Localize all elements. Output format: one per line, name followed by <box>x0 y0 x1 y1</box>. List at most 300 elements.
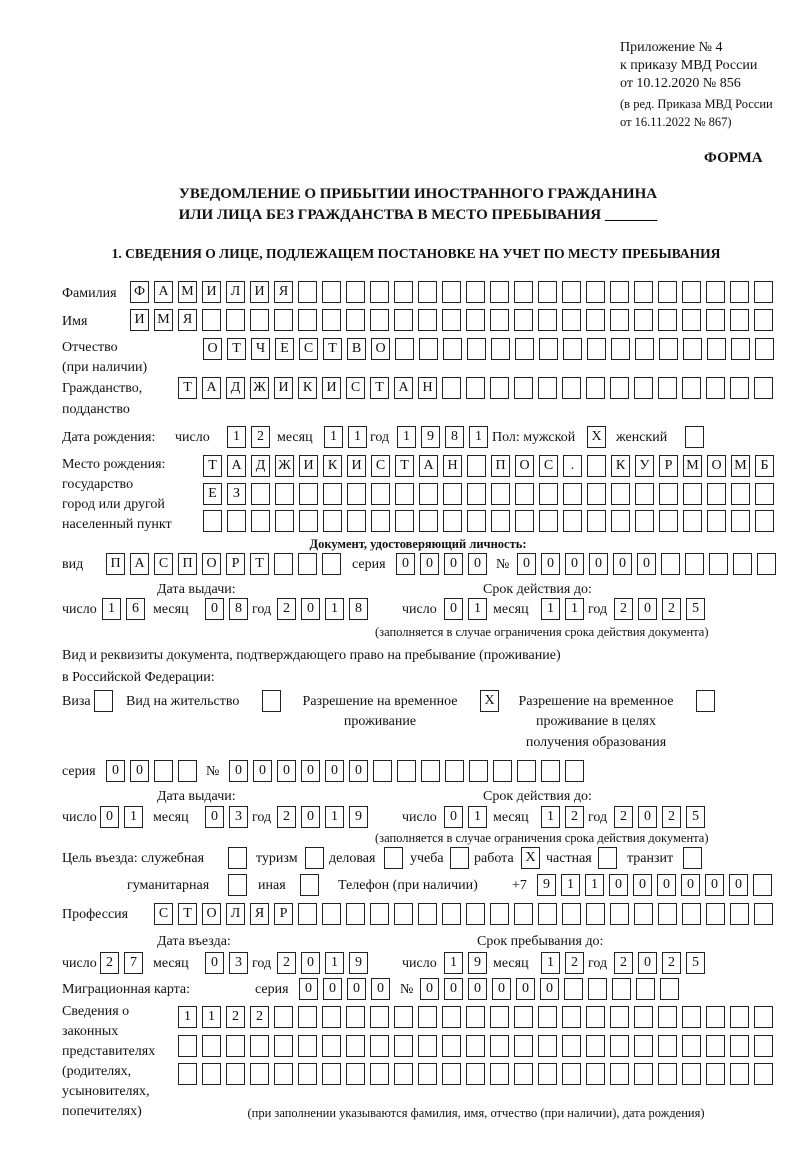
input-cell[interactable]: Л <box>226 903 245 925</box>
input-cell[interactable] <box>419 338 438 360</box>
input-cell[interactable] <box>541 760 560 782</box>
input-cell[interactable]: 0 <box>205 952 224 974</box>
purpose-official-checkbox[interactable] <box>228 847 247 869</box>
input-cell[interactable]: 2 <box>251 426 270 448</box>
input-cell[interactable] <box>659 338 678 360</box>
input-cell[interactable] <box>298 1063 317 1085</box>
profession-field[interactable] <box>154 903 773 925</box>
input-cell[interactable] <box>490 377 509 399</box>
input-cell[interactable] <box>371 483 390 505</box>
input-cell[interactable] <box>514 281 533 303</box>
input-cell[interactable]: 8 <box>349 598 368 620</box>
input-cell[interactable]: 0 <box>299 978 318 1000</box>
input-cell[interactable] <box>611 483 630 505</box>
input-cell[interactable] <box>514 903 533 925</box>
input-cell[interactable]: 9 <box>349 952 368 974</box>
input-cell[interactable]: 2 <box>100 952 119 974</box>
input-cell[interactable] <box>515 510 534 532</box>
stay-valid-month-field[interactable] <box>541 806 584 828</box>
surname-field[interactable] <box>130 281 773 303</box>
input-cell[interactable] <box>394 1063 413 1085</box>
input-cell[interactable] <box>322 553 341 575</box>
input-cell[interactable]: 1 <box>178 1006 197 1028</box>
input-cell[interactable]: 1 <box>468 598 487 620</box>
input-cell[interactable]: Т <box>178 377 197 399</box>
input-cell[interactable] <box>178 1035 197 1057</box>
input-cell[interactable] <box>346 309 365 331</box>
input-cell[interactable] <box>467 510 486 532</box>
sex-male-checkbox[interactable] <box>587 426 606 448</box>
checkbox-cell[interactable] <box>685 426 704 448</box>
input-cell[interactable]: 0 <box>541 553 560 575</box>
input-cell[interactable] <box>322 1035 341 1057</box>
input-cell[interactable] <box>586 1035 605 1057</box>
input-cell[interactable]: 1 <box>561 874 580 896</box>
entry-day-field[interactable] <box>100 952 143 974</box>
input-cell[interactable]: Ч <box>251 338 270 360</box>
input-cell[interactable]: 0 <box>492 978 511 1000</box>
input-cell[interactable] <box>757 553 776 575</box>
input-cell[interactable]: О <box>707 455 726 477</box>
input-cell[interactable] <box>610 377 629 399</box>
input-cell[interactable] <box>754 903 773 925</box>
input-cell[interactable] <box>659 483 678 505</box>
input-cell[interactable] <box>394 1006 413 1028</box>
input-cell[interactable] <box>706 281 725 303</box>
input-cell[interactable] <box>322 1063 341 1085</box>
input-cell[interactable]: 2 <box>662 952 681 974</box>
input-cell[interactable] <box>370 903 389 925</box>
input-cell[interactable] <box>394 903 413 925</box>
input-cell[interactable] <box>754 1035 773 1057</box>
input-cell[interactable]: 0 <box>589 553 608 575</box>
input-cell[interactable] <box>706 1035 725 1057</box>
input-cell[interactable]: М <box>683 455 702 477</box>
checkbox-cell[interactable]: X <box>480 690 499 712</box>
input-cell[interactable] <box>347 483 366 505</box>
input-cell[interactable] <box>636 978 655 1000</box>
input-cell[interactable] <box>635 338 654 360</box>
input-cell[interactable]: 0 <box>106 760 125 782</box>
input-cell[interactable]: 0 <box>565 553 584 575</box>
input-cell[interactable] <box>634 1063 653 1085</box>
input-cell[interactable]: Т <box>227 338 246 360</box>
until-day-field[interactable] <box>444 952 487 974</box>
input-cell[interactable] <box>563 510 582 532</box>
input-cell[interactable] <box>562 377 581 399</box>
input-cell[interactable] <box>658 903 677 925</box>
input-cell[interactable] <box>490 903 509 925</box>
input-cell[interactable] <box>658 281 677 303</box>
visa-checkbox[interactable] <box>94 690 113 712</box>
input-cell[interactable] <box>466 1035 485 1057</box>
input-cell[interactable] <box>322 281 341 303</box>
input-cell[interactable] <box>755 483 774 505</box>
input-cell[interactable] <box>730 1035 749 1057</box>
stay-series-field[interactable] <box>106 760 197 782</box>
input-cell[interactable] <box>634 281 653 303</box>
reps-line-3[interactable] <box>178 1063 773 1085</box>
checkbox-cell[interactable]: X <box>587 426 606 448</box>
input-cell[interactable] <box>202 1063 221 1085</box>
input-cell[interactable] <box>754 309 773 331</box>
name-field[interactable] <box>130 309 773 331</box>
input-cell[interactable] <box>538 309 557 331</box>
input-cell[interactable] <box>706 903 725 925</box>
input-cell[interactable]: Ж <box>250 377 269 399</box>
input-cell[interactable] <box>610 903 629 925</box>
input-cell[interactable] <box>538 1006 557 1028</box>
input-cell[interactable]: 0 <box>681 874 700 896</box>
input-cell[interactable] <box>467 483 486 505</box>
birthplace-line-3[interactable] <box>203 510 774 532</box>
input-cell[interactable] <box>154 760 173 782</box>
input-cell[interactable]: Р <box>226 553 245 575</box>
input-cell[interactable] <box>683 338 702 360</box>
input-cell[interactable]: 0 <box>325 760 344 782</box>
input-cell[interactable] <box>202 1035 221 1057</box>
input-cell[interactable]: 0 <box>638 952 657 974</box>
input-cell[interactable]: 1 <box>468 806 487 828</box>
input-cell[interactable] <box>586 1063 605 1085</box>
input-cell[interactable] <box>226 309 245 331</box>
phone-field[interactable] <box>537 874 772 896</box>
input-cell[interactable]: Н <box>443 455 462 477</box>
input-cell[interactable] <box>610 1035 629 1057</box>
input-cell[interactable]: П <box>106 553 125 575</box>
input-cell[interactable]: 2 <box>614 806 633 828</box>
input-cell[interactable]: . <box>563 455 582 477</box>
input-cell[interactable] <box>562 1063 581 1085</box>
temp-edu-checkbox[interactable] <box>696 690 715 712</box>
stay-valid-day-field[interactable] <box>444 806 487 828</box>
stay-issue-year-field[interactable] <box>277 806 368 828</box>
input-cell[interactable]: Л <box>226 281 245 303</box>
input-cell[interactable]: Б <box>755 455 774 477</box>
id-valid-month-field[interactable] <box>541 598 584 620</box>
input-cell[interactable] <box>753 874 772 896</box>
input-cell[interactable] <box>346 903 365 925</box>
input-cell[interactable] <box>514 309 533 331</box>
mc-number-field[interactable] <box>420 978 679 1000</box>
input-cell[interactable]: К <box>298 377 317 399</box>
reps-line-2[interactable] <box>178 1035 773 1057</box>
temp-permit-checkbox[interactable] <box>480 690 499 712</box>
input-cell[interactable]: 0 <box>517 553 536 575</box>
input-cell[interactable] <box>587 338 606 360</box>
input-cell[interactable] <box>442 1063 461 1085</box>
input-cell[interactable]: 1 <box>541 806 560 828</box>
input-cell[interactable] <box>275 483 294 505</box>
input-cell[interactable] <box>442 309 461 331</box>
input-cell[interactable] <box>346 1063 365 1085</box>
input-cell[interactable]: 2 <box>250 1006 269 1028</box>
input-cell[interactable]: 1 <box>585 874 604 896</box>
checkbox-cell[interactable] <box>450 847 469 869</box>
input-cell[interactable] <box>370 1035 389 1057</box>
input-cell[interactable]: О <box>202 553 221 575</box>
reps-line-1[interactable] <box>178 1006 773 1028</box>
input-cell[interactable] <box>418 903 437 925</box>
input-cell[interactable] <box>586 377 605 399</box>
input-cell[interactable] <box>298 1006 317 1028</box>
input-cell[interactable] <box>707 510 726 532</box>
input-cell[interactable] <box>298 309 317 331</box>
input-cell[interactable]: 2 <box>662 598 681 620</box>
input-cell[interactable]: Е <box>275 338 294 360</box>
input-cell[interactable] <box>685 553 704 575</box>
purpose-tourism-checkbox[interactable] <box>305 847 324 869</box>
input-cell[interactable] <box>346 1035 365 1057</box>
input-cell[interactable]: А <box>394 377 413 399</box>
input-cell[interactable] <box>322 1006 341 1028</box>
input-cell[interactable] <box>373 760 392 782</box>
input-cell[interactable] <box>227 510 246 532</box>
input-cell[interactable] <box>730 281 749 303</box>
input-cell[interactable]: 2 <box>662 806 681 828</box>
input-cell[interactable] <box>658 377 677 399</box>
input-cell[interactable] <box>517 760 536 782</box>
input-cell[interactable] <box>730 1006 749 1028</box>
input-cell[interactable] <box>490 309 509 331</box>
input-cell[interactable]: Т <box>370 377 389 399</box>
input-cell[interactable] <box>611 510 630 532</box>
input-cell[interactable] <box>250 309 269 331</box>
citizenship-field[interactable] <box>178 377 773 399</box>
input-cell[interactable] <box>394 281 413 303</box>
input-cell[interactable]: Т <box>323 338 342 360</box>
input-cell[interactable] <box>443 483 462 505</box>
input-cell[interactable] <box>658 1006 677 1028</box>
input-cell[interactable] <box>514 1063 533 1085</box>
input-cell[interactable] <box>514 377 533 399</box>
input-cell[interactable]: 0 <box>253 760 272 782</box>
input-cell[interactable] <box>635 483 654 505</box>
input-cell[interactable]: 6 <box>126 598 145 620</box>
input-cell[interactable]: 1 <box>102 598 121 620</box>
input-cell[interactable] <box>586 309 605 331</box>
input-cell[interactable]: 2 <box>277 598 296 620</box>
input-cell[interactable]: Р <box>659 455 678 477</box>
input-cell[interactable]: 1 <box>325 806 344 828</box>
checkbox-cell[interactable] <box>384 847 403 869</box>
input-cell[interactable] <box>538 1063 557 1085</box>
input-cell[interactable]: 0 <box>347 978 366 1000</box>
input-cell[interactable]: 2 <box>565 952 584 974</box>
input-cell[interactable] <box>733 553 752 575</box>
input-cell[interactable] <box>539 510 558 532</box>
id-issue-day-field[interactable] <box>102 598 145 620</box>
input-cell[interactable]: 0 <box>420 553 439 575</box>
input-cell[interactable]: 1 <box>541 952 560 974</box>
checkbox-cell[interactable] <box>683 847 702 869</box>
input-cell[interactable] <box>490 1035 509 1057</box>
input-cell[interactable]: 2 <box>226 1006 245 1028</box>
input-cell[interactable]: 2 <box>565 806 584 828</box>
checkbox-cell[interactable]: X <box>521 847 540 869</box>
input-cell[interactable] <box>445 760 464 782</box>
id-issue-month-field[interactable] <box>205 598 248 620</box>
input-cell[interactable]: 1 <box>324 426 343 448</box>
input-cell[interactable] <box>250 1035 269 1057</box>
input-cell[interactable] <box>370 1006 389 1028</box>
input-cell[interactable]: 0 <box>323 978 342 1000</box>
input-cell[interactable]: А <box>202 377 221 399</box>
input-cell[interactable] <box>634 1006 653 1028</box>
input-cell[interactable]: 0 <box>540 978 559 1000</box>
input-cell[interactable] <box>661 553 680 575</box>
id-valid-day-field[interactable] <box>444 598 487 620</box>
input-cell[interactable] <box>754 1063 773 1085</box>
input-cell[interactable]: Т <box>203 455 222 477</box>
input-cell[interactable] <box>707 483 726 505</box>
input-cell[interactable] <box>442 903 461 925</box>
input-cell[interactable]: П <box>178 553 197 575</box>
input-cell[interactable] <box>562 903 581 925</box>
input-cell[interactable] <box>682 281 701 303</box>
input-cell[interactable] <box>660 978 679 1000</box>
input-cell[interactable] <box>706 309 725 331</box>
input-cell[interactable] <box>563 483 582 505</box>
input-cell[interactable] <box>754 281 773 303</box>
input-cell[interactable]: С <box>154 903 173 925</box>
input-cell[interactable]: У <box>635 455 654 477</box>
input-cell[interactable] <box>755 510 774 532</box>
entry-month-field[interactable] <box>205 952 248 974</box>
input-cell[interactable] <box>299 510 318 532</box>
input-cell[interactable]: И <box>130 309 149 331</box>
input-cell[interactable]: И <box>274 377 293 399</box>
input-cell[interactable] <box>587 483 606 505</box>
stay-valid-year-field[interactable] <box>614 806 705 828</box>
purpose-business-checkbox[interactable] <box>384 847 403 869</box>
input-cell[interactable] <box>418 1063 437 1085</box>
input-cell[interactable]: 1 <box>469 426 488 448</box>
input-cell[interactable]: 0 <box>516 978 535 1000</box>
birth-year-field[interactable] <box>397 426 488 448</box>
input-cell[interactable]: 0 <box>301 806 320 828</box>
input-cell[interactable] <box>538 281 557 303</box>
input-cell[interactable]: С <box>371 455 390 477</box>
input-cell[interactable]: М <box>154 309 173 331</box>
input-cell[interactable]: С <box>346 377 365 399</box>
input-cell[interactable] <box>299 483 318 505</box>
input-cell[interactable]: О <box>371 338 390 360</box>
input-cell[interactable]: 2 <box>277 806 296 828</box>
input-cell[interactable]: 0 <box>205 598 224 620</box>
input-cell[interactable] <box>323 483 342 505</box>
input-cell[interactable] <box>514 1035 533 1057</box>
input-cell[interactable]: 3 <box>229 806 248 828</box>
input-cell[interactable] <box>467 455 486 477</box>
input-cell[interactable] <box>754 377 773 399</box>
input-cell[interactable]: Е <box>203 483 222 505</box>
id-issue-year-field[interactable] <box>277 598 368 620</box>
input-cell[interactable] <box>730 377 749 399</box>
input-cell[interactable] <box>491 338 510 360</box>
input-cell[interactable] <box>322 903 341 925</box>
input-cell[interactable] <box>298 903 317 925</box>
input-cell[interactable] <box>394 1035 413 1057</box>
input-cell[interactable] <box>514 1006 533 1028</box>
input-cell[interactable]: П <box>491 455 510 477</box>
input-cell[interactable]: К <box>611 455 630 477</box>
input-cell[interactable] <box>731 483 750 505</box>
input-cell[interactable]: 8 <box>445 426 464 448</box>
input-cell[interactable] <box>706 377 725 399</box>
input-cell[interactable] <box>490 1063 509 1085</box>
birthplace-line-2[interactable] <box>203 483 774 505</box>
input-cell[interactable] <box>178 760 197 782</box>
stay-issue-month-field[interactable] <box>205 806 248 828</box>
input-cell[interactable]: 2 <box>614 952 633 974</box>
input-cell[interactable]: 1 <box>325 598 344 620</box>
input-cell[interactable] <box>491 483 510 505</box>
input-cell[interactable] <box>419 483 438 505</box>
input-cell[interactable] <box>682 1006 701 1028</box>
input-cell[interactable]: И <box>299 455 318 477</box>
input-cell[interactable]: 0 <box>100 806 119 828</box>
input-cell[interactable]: 0 <box>468 978 487 1000</box>
input-cell[interactable] <box>274 1035 293 1057</box>
input-cell[interactable] <box>443 338 462 360</box>
input-cell[interactable]: 0 <box>229 760 248 782</box>
input-cell[interactable]: О <box>515 455 534 477</box>
input-cell[interactable] <box>418 309 437 331</box>
input-cell[interactable]: С <box>299 338 318 360</box>
input-cell[interactable] <box>634 903 653 925</box>
input-cell[interactable]: 5 <box>686 598 705 620</box>
purpose-private-checkbox[interactable] <box>598 847 617 869</box>
purpose-study-checkbox[interactable] <box>450 847 469 869</box>
input-cell[interactable] <box>635 510 654 532</box>
input-cell[interactable] <box>466 281 485 303</box>
input-cell[interactable]: 0 <box>130 760 149 782</box>
input-cell[interactable]: М <box>731 455 750 477</box>
input-cell[interactable] <box>371 510 390 532</box>
input-cell[interactable]: 0 <box>729 874 748 896</box>
input-cell[interactable]: 0 <box>444 598 463 620</box>
input-cell[interactable]: А <box>419 455 438 477</box>
input-cell[interactable] <box>730 1063 749 1085</box>
input-cell[interactable] <box>731 338 750 360</box>
input-cell[interactable] <box>274 1006 293 1028</box>
input-cell[interactable]: И <box>202 281 221 303</box>
input-cell[interactable] <box>754 1006 773 1028</box>
checkbox-cell[interactable] <box>300 874 319 896</box>
stay-issue-day-field[interactable] <box>100 806 143 828</box>
checkbox-cell[interactable] <box>696 690 715 712</box>
input-cell[interactable]: 0 <box>633 874 652 896</box>
input-cell[interactable] <box>538 903 557 925</box>
checkbox-cell[interactable] <box>94 690 113 712</box>
input-cell[interactable]: З <box>227 483 246 505</box>
input-cell[interactable]: С <box>154 553 173 575</box>
input-cell[interactable]: 0 <box>705 874 724 896</box>
until-month-field[interactable] <box>541 952 584 974</box>
input-cell[interactable] <box>347 510 366 532</box>
input-cell[interactable] <box>658 1035 677 1057</box>
input-cell[interactable]: 0 <box>205 806 224 828</box>
input-cell[interactable]: 0 <box>444 978 463 1000</box>
input-cell[interactable]: Д <box>226 377 245 399</box>
input-cell[interactable] <box>706 1006 725 1028</box>
entry-year-field[interactable] <box>277 952 368 974</box>
purpose-humanitarian-checkbox[interactable] <box>228 874 247 896</box>
input-cell[interactable]: И <box>347 455 366 477</box>
input-cell[interactable] <box>731 510 750 532</box>
input-cell[interactable] <box>346 1006 365 1028</box>
